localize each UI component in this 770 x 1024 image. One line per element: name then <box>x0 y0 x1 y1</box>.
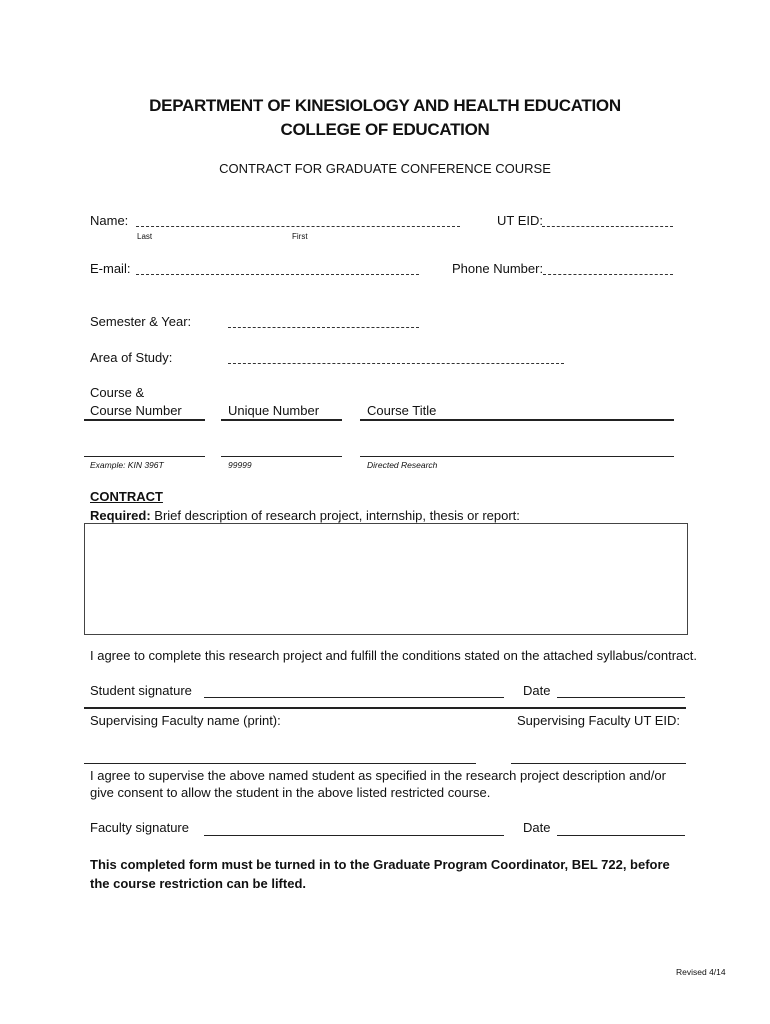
email-label: E-mail: <box>90 261 131 276</box>
semester-label: Semester & Year: <box>90 314 192 329</box>
example-course-title: Directed Research <box>367 460 438 470</box>
course-title-field[interactable] <box>360 456 674 457</box>
form-subtitle: CONTRACT FOR GRADUATE CONFERENCE COURSE <box>219 161 551 176</box>
section-divider <box>84 707 686 709</box>
course-header-line2: Course Number <box>90 403 182 418</box>
student-date-label: Date <box>523 683 551 698</box>
revision-date: Revised 4/14 <box>676 967 726 977</box>
example-course-number: Example: KIN 396T <box>90 460 164 470</box>
faculty-signature-field[interactable] <box>204 835 504 836</box>
student-date-field[interactable] <box>557 697 685 698</box>
faculty-name-label: Supervising Faculty name (print): <box>90 713 281 728</box>
title-header-rule <box>360 419 674 421</box>
student-agreement: I agree to complete this research project and fulfill the conditions stated on the attached syllabus/contract. <box>90 648 698 663</box>
course-title-header: Course Title <box>367 403 437 418</box>
phone-label: Phone Number: <box>452 261 544 276</box>
name-label: Name: <box>90 213 129 228</box>
faculty-eid-field[interactable] <box>511 763 686 764</box>
faculty-eid-label: Supervising Faculty UT EID: <box>517 713 681 728</box>
name-field[interactable] <box>136 226 460 227</box>
area-of-study-field[interactable] <box>228 363 564 364</box>
college-title: COLLEGE OF EDUCATION <box>280 120 490 139</box>
first-name-hint: First <box>292 232 308 241</box>
contract-heading: CONTRACT <box>90 489 163 504</box>
uteid-field[interactable] <box>542 226 673 227</box>
uteid-label: UT EID: <box>497 213 543 228</box>
area-of-study-label: Area of Study: <box>90 350 173 365</box>
required-line <box>90 508 520 523</box>
faculty-signature-label: Faculty signature <box>90 820 189 835</box>
submission-notice: This completed form must be turned in to the Graduate Program Coordinator, BEL 722, before the course restriction can be lifted. <box>90 857 670 891</box>
semester-field[interactable] <box>228 327 419 328</box>
faculty-agreement: I agree to supervise the above named student as specified in the research project description and/or give consent to allow the student in the above listed restricted course. <box>90 768 666 800</box>
unique-number-field[interactable] <box>221 456 342 457</box>
last-name-hint: Last <box>137 232 153 241</box>
course-number-field[interactable] <box>84 456 205 457</box>
required-label: Required: <box>90 508 151 523</box>
faculty-date-label: Date <box>523 820 551 835</box>
course-header-rule <box>84 419 205 421</box>
faculty-date-field[interactable] <box>557 835 685 836</box>
unique-number-header: Unique Number <box>228 403 320 418</box>
student-signature-label: Student signature <box>90 683 192 698</box>
student-signature-field[interactable] <box>204 697 504 698</box>
department-title: DEPARTMENT OF KINESIOLOGY AND HEALTH EDUCATION <box>149 96 621 115</box>
example-unique-number: 99999 <box>228 460 252 470</box>
course-header-line1: Course & <box>90 385 145 400</box>
required-text: Brief description of research project, internship, thesis or report: <box>154 508 520 523</box>
description-box[interactable] <box>84 523 688 635</box>
unique-header-rule <box>221 419 342 421</box>
email-field[interactable] <box>136 274 419 275</box>
phone-field[interactable] <box>543 274 673 275</box>
faculty-name-field[interactable] <box>84 763 476 764</box>
